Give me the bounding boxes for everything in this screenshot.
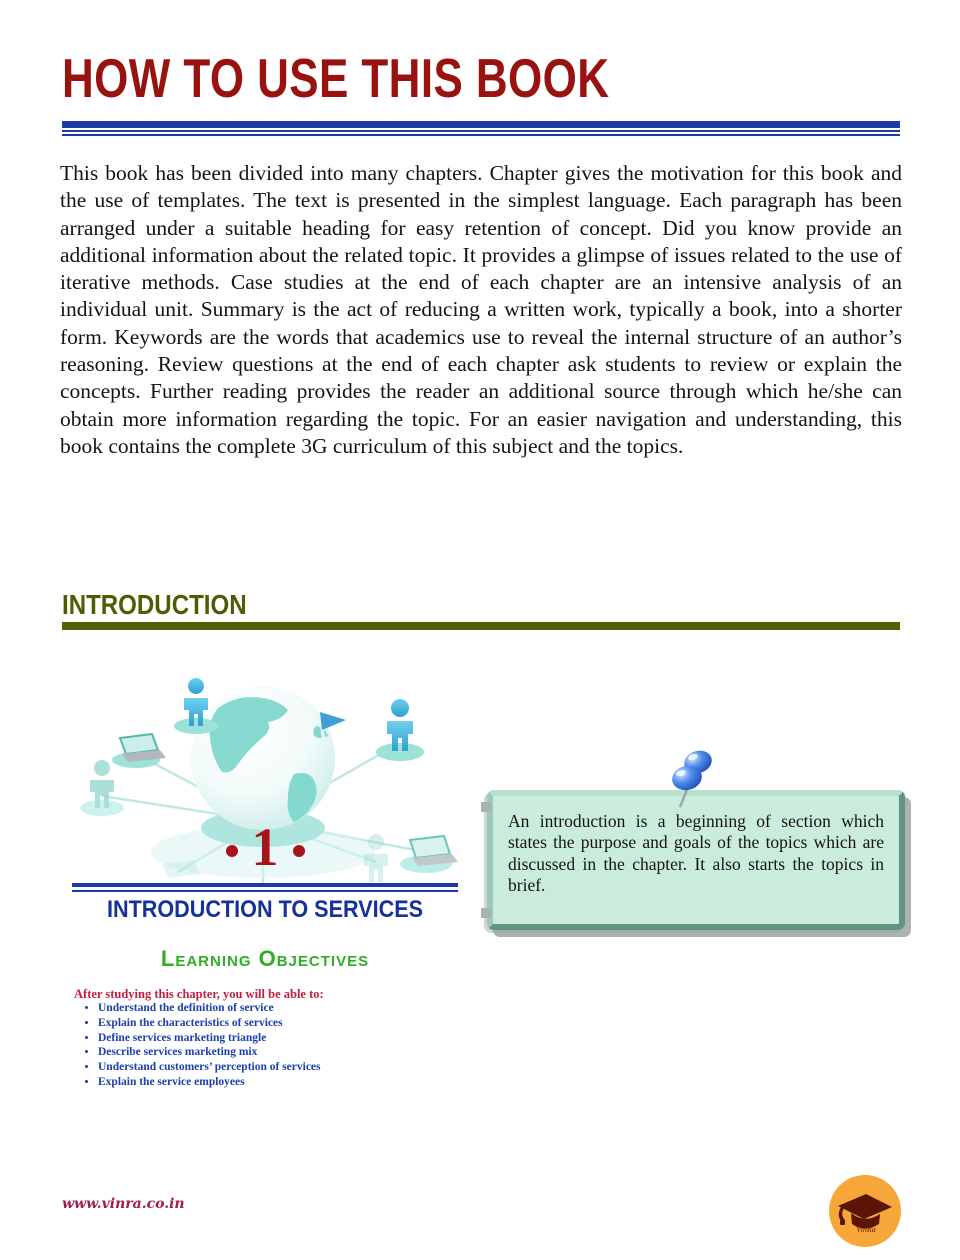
chapter-number	[70, 817, 460, 877]
chapter-title: INTRODUCTION TO SERVICES	[106, 896, 424, 923]
laptop-icon	[112, 734, 166, 768]
pushpin-icon	[658, 747, 722, 811]
person-icon	[376, 699, 424, 761]
chapter-dot-left	[226, 845, 238, 857]
objectives-list	[84, 1002, 321, 1091]
introduction-callout-box	[487, 790, 905, 930]
page-title: HOW TO USE THIS BOOK	[62, 47, 610, 109]
objective-item: • Understand customers’ perception of services	[98, 1061, 321, 1073]
learning-objectives-heading: Learning Objectives	[160, 946, 370, 971]
objective-item: • Explain the characteristics of services	[98, 1017, 321, 1029]
chapter-dot-right	[293, 845, 305, 857]
chapter-number-value: 1	[251, 817, 279, 877]
objective-item: • Understand the definition of service	[98, 1002, 321, 1014]
person-icon	[80, 760, 124, 816]
objective-item: • Define services marketing triangle	[98, 1032, 321, 1044]
logo-text: VinRa	[856, 1225, 876, 1234]
publisher-logo	[827, 1173, 903, 1249]
flag-icon	[320, 712, 346, 742]
chapter-divider-rule	[72, 883, 458, 892]
introduction-section-rule	[62, 622, 900, 630]
objectives-lead-text: After studying this chapter, you will be able to:	[74, 987, 324, 1001]
introduction-section-heading: INTRODUCTION	[62, 589, 247, 620]
how-to-use-paragraph: This book has been divided into many chapters. Chapter gives the motivation for this book and the use of templates. The text is presented in the simplest language. Each paragraph has been arranged under a suitable heading for easy retention of concept. Did you know provide an additional information about the related topic. It provides a glimpse of issues related to the use of iterative methods. Case studies at the end of each chapter are an intensive analysis of an individual unit. Summary is the act of reducing a written work, typically a book, into a shorter form. Keywords are the words that academics use to reveal the internal structure of an author’s reasoning. Review questions at the end of each chapter ask students to review or explain the concepts. Further reading provides the reader an additional source through which he/she can obtain more information regarding the topic. For an easier navigation and understanding, this book contains the complete 3G curriculum of this subject and the topics.	[60, 161, 902, 458]
objective-item: • Explain the service employees	[98, 1076, 321, 1088]
title-divider-rule	[62, 121, 900, 136]
person-icon	[174, 678, 218, 734]
website-link[interactable]: www.vinra.co.in	[62, 1196, 185, 1212]
objective-item: • Describe services marketing mix	[98, 1046, 321, 1058]
callout-text: An introduction is a beginning of section which states the purpose and goals of the topics which are discussed in the chapter. It also starts the topics in brief.	[508, 811, 884, 896]
